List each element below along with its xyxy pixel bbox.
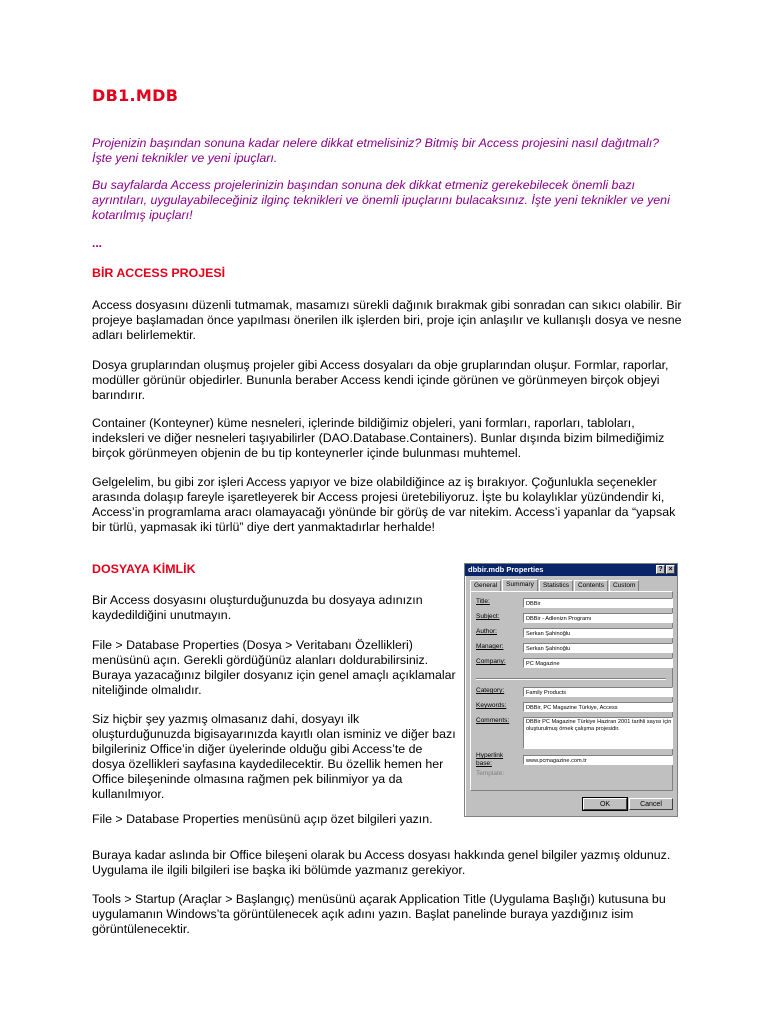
paragraph-4: Gelgelelim, bu gibi zor işleri Access yapıyor ve bize olabildiğince az iş bırakıyor. Çoğunlukla seçenekler arasında dolaşıp fareyle işaretleyerek bir Access projesi üretebiliyoruz. İşte bu kolaylıklar yüzündendir ki, Access’in programlama aracı olamayacağı yönünde bir görüş de var nitekim. Access’i yapanlar da “yapsak bir türlü, yapmasak iki türlü” diye dert yanmaktadırlar herhalde! [92, 475, 676, 534]
keywords-label: Keywords: [476, 702, 507, 709]
title-label: Title: [476, 598, 490, 605]
category-field[interactable]: Family Products [523, 687, 673, 697]
tab-contents[interactable]: Contents [574, 580, 608, 591]
intro-paragraph-2: Bu sayfalarda Access projelerinizin başından sonuna dek dikkat etmeniz gerekebilecek önemli bazı ayrıntıları, uygulayabileceğiniz ilginç teknikleri ve önemli ipuçlarını bulacaksınız. İşte yeni teknikler ve yeni kotarılmış ipuçları! [92, 178, 670, 222]
category-label: Category: [476, 687, 505, 694]
manager-field[interactable]: Serkan Şahinoğlu [523, 643, 673, 653]
comments-label: Comments: [476, 717, 510, 724]
paragraph-6: File > Database Properties (Dosya > Veritabanı Özellikleri) menüsünü açın. Gerekli gördüğünüz alanları doldurabilirsiniz. Buraya yazacağınız bilgiler dosyanız için genel amaçlı açıklamalar niteliğinde olmalıdır. [92, 638, 456, 697]
help-icon[interactable]: ? [656, 565, 665, 574]
tab-summary[interactable]: Summary [502, 579, 538, 591]
ellipsis-separator: ... [92, 236, 103, 250]
section-heading-access-project: BİR ACCESS PROJESİ [92, 266, 226, 280]
tab-statistics[interactable]: Statistics [539, 580, 573, 591]
ok-button[interactable]: OK [583, 798, 627, 810]
author-label: Author: [476, 628, 497, 635]
subject-label: Subject: [476, 613, 500, 620]
manager-label: Manager: [476, 643, 504, 650]
document-title: DB1.MDB [92, 86, 179, 105]
tab-general[interactable]: General [470, 580, 501, 591]
close-icon[interactable]: × [666, 565, 675, 574]
tab-custom[interactable]: Custom [609, 580, 639, 591]
intro-paragraph-1: Projenizin başından sonuna kadar nelere dikkat etmelisiniz? Bitmiş bir Access projesini nasıl dağıtmalı? İşte yeni teknikler ve yeni ipuçları. [92, 136, 660, 165]
hyperlink-field[interactable]: www.pcmagazine.com.tr [523, 755, 673, 765]
subject-field[interactable]: DBBir - Adlenizn Programı [523, 613, 673, 623]
keywords-field[interactable]: DBBir, PC Magazine Türkiye, Access [523, 702, 673, 712]
title-field[interactable]: DBBir [523, 598, 673, 608]
comments-field[interactable]: DBBir PC Magazine Türkiye Haziran 2001 tarihli sayısı için oluşturulmuş örnek çalışma projesidir. [523, 717, 673, 749]
section-heading-file-identity: DOSYAYA KİMLİK [92, 562, 196, 576]
dialog-titlebar [465, 564, 677, 576]
paragraph-7: Siz hiçbir şey yazmış olmasanız dahi, dosyayı ilk oluşturduğunuzda bigisayarınızda kayıtlı olan isminiz ve diğer bazı bilgileriniz Office’in diğer üyelerinde olduğu gibi Access’te de dosya özellikleri sayfasına kaydedilecektir. Bu özellik hemen her Office bileşeninde olmasına rağmen pek bilinmiyor ya da kullanılmıyor. [92, 712, 456, 801]
paragraph-8: File > Database Properties menüsünü açıp özet bilgileri yazın. [92, 812, 433, 826]
cancel-button[interactable]: Cancel [629, 798, 673, 810]
field-separator [476, 678, 666, 680]
dialog-title: dbbir.mdb Properties [468, 565, 544, 574]
summary-panel [470, 591, 673, 791]
paragraph-3: Container (Konteyner) küme nesneleri, içlerinde bildiğimiz objeleri, yani formları, raporları, tabloları, indeksleri ve diğer nesneleri taşıyabilirler (DAO.Database.Containers). Bunlar dışında bizim bilmediğimiz birçok görünmeyen objenin de bu tip konteynerler içinde bulunması muhtemel. [92, 416, 665, 460]
paragraph-10: Tools > Startup (Araçlar > Başlangıç) menüsünü açarak Application Title (Uygulama Başlığı) kutusuna bu uygulamanın Windows’ta görüntülenecek açık adını yazın. Başlat panelinde buraya yazdığınız isim görüntülenecektir. [92, 892, 666, 936]
paragraph-1: Access dosyasını düzenli tutmamak, masamızı sürekli dağınık bırakmak gibi sonradan can sıkıcı olabilir. Bir projeye başlamadan önce yapılması önerilen ilk işlerden biri, proje için anlaşılır ve kullanışlı dosya ve nesne adları belirlemektir. [92, 298, 682, 342]
company-field[interactable]: PC Magazine [523, 658, 673, 668]
company-label: Company: [476, 658, 506, 665]
paragraph-9: Buraya kadar aslında bir Office bileşeni olarak bu Access dosyası hakkında genel bilgiler yazmış oldunuz. Uygulama ile ilgili bilgileri ise başka iki bölümde yazmanız gerekiyor. [92, 848, 671, 877]
properties-dialog-screenshot [464, 563, 678, 817]
template-label: Template: [476, 770, 505, 777]
author-field[interactable]: Serkan Şahinoğlu [523, 628, 673, 638]
hyperlink-label: Hyperlink base: [476, 752, 504, 767]
paragraph-2: Dosya gruplarından oluşmuş projeler gibi Access dosyaları da obje gruplarından oluşur. Formlar, raporlar, modüller görünür objedirler. Bununla beraber Access kendi içinde görünen ve görünmeyen birçok objeyi barındırır. [92, 358, 669, 402]
paragraph-5: Bir Access dosyasını oluşturduğunuzda bu dosyaya adınızın kaydedildiğini unutmayın. [92, 593, 423, 622]
